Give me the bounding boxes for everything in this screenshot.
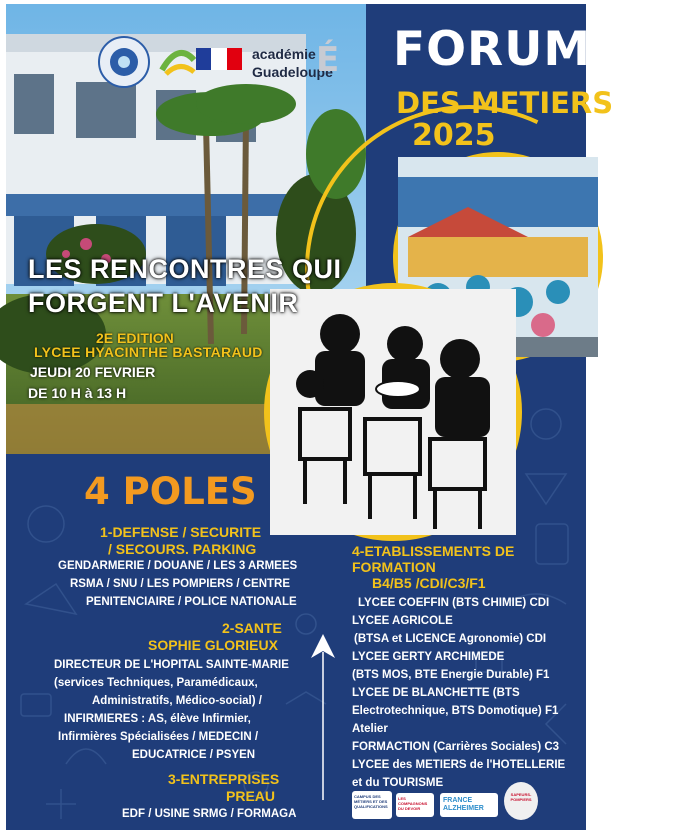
pole4-line: LYCEE GERTY ARCHIMEDE xyxy=(352,651,505,663)
forum-year: 2025 xyxy=(412,118,496,153)
pole4-subtitle: FORMATION xyxy=(352,559,436,575)
pole4-codes: B4/B5 /CDI/C3/F1 xyxy=(372,575,486,591)
compagnons-logo: LES COMPAGNONS DU DEVOIR xyxy=(396,793,434,817)
lycee-logo xyxy=(98,36,150,88)
pole4-title: 4-ETABLISSEMENTS DE xyxy=(352,543,515,559)
classroom-sketch xyxy=(264,283,522,541)
pole4-line: LYCEE COEFFIN (BTS CHIMIE) CDI xyxy=(358,597,550,609)
pompiers-logo: SAPEURS-POMPIERS xyxy=(504,782,538,820)
academy-label: académie xyxy=(252,46,316,62)
pole1-line: RSMA / SNU / LES POMPIERS / CENTRE xyxy=(70,578,291,590)
republique-francaise-logo xyxy=(196,48,242,70)
school-name: LYCEE HYACINTHE BASTARAUD xyxy=(34,344,263,360)
guadeloupe-region-logo xyxy=(158,40,198,80)
pole4-line: FORMACTION (Carrières Sociales) C3 xyxy=(352,741,560,753)
campus-metiers-logo: CAMPUS DES MÉTIERS ET DES QUALIFICATIONS xyxy=(352,791,392,819)
pole3-title: 3-ENTREPRISES xyxy=(168,771,280,787)
pole4-line: LYCEE des METIERS de l'HOTELLERIE xyxy=(352,759,566,771)
forum-subtitle: DES METIERS xyxy=(396,86,614,120)
pole4-line: (BTS MOS, BTE Energie Durable) F1 xyxy=(352,669,550,681)
event-date: JEUDI 20 FEVRIER xyxy=(30,364,156,380)
headline-line2: FORGENT L'AVENIR xyxy=(28,288,299,318)
pole4-line: Electrotechnique, BTS Domotique) F1 xyxy=(352,705,559,717)
france-alzheimer-logo: FRANCE ALZHEIMER xyxy=(440,793,498,817)
event-hours: DE 10 H à 13 H xyxy=(28,385,127,401)
academy-e-logo: É xyxy=(316,40,340,80)
pole2-line: (services Techniques, Paramédicaux, xyxy=(54,677,258,689)
pole2-line: DIRECTEUR DE L'HOPITAL SAINTE-MARIE xyxy=(54,659,289,671)
pole2-line: EDUCATRICE / PSYEN xyxy=(132,749,256,761)
forum-title: FORUM xyxy=(393,22,592,77)
pole4-line: LYCEE DE BLANCHETTE (BTS xyxy=(352,687,520,699)
arrow-up-icon xyxy=(308,632,338,802)
edition-label: 2E EDITION xyxy=(96,330,174,346)
headline-line1: LES RENCONTRES QUI xyxy=(28,254,342,284)
pole4-line: (BTSA et LICENCE Agronomie) CDI xyxy=(354,633,547,645)
pole2-subtitle: SOPHIE GLORIEUX xyxy=(148,637,278,653)
pole1-line: GENDARMERIE / DOUANE / LES 3 ARMEES xyxy=(58,560,298,572)
pole1-line: PENITENCIAIRE / POLICE NATIONALE xyxy=(86,596,297,608)
pole3-line: EDF / USINE SRMG / FORMAGA xyxy=(122,808,297,820)
pole1-subtitle: / SECOURS. PARKING xyxy=(108,541,257,557)
pole2-line: INFIRMIERES : AS, élève Infirmier, xyxy=(64,713,251,725)
pole2-title: 2-SANTE xyxy=(222,620,282,636)
pole2-line: Administratifs, Médico-social) / xyxy=(92,695,262,707)
pole3-subtitle: PREAU xyxy=(226,788,276,804)
pole4-line: LYCEE AGRICOLE xyxy=(352,615,453,627)
academy-region: Guadeloupe xyxy=(252,64,333,80)
pole1-title: 1-DEFENSE / SECURITE xyxy=(100,524,262,540)
pole4-line: et du TOURISME xyxy=(352,777,444,789)
pole4-line: Atelier xyxy=(352,723,388,735)
pole2-line: Infirmières Spécialisées / MEDECIN / xyxy=(58,731,259,743)
poles-title: 4 POLES xyxy=(84,470,257,513)
